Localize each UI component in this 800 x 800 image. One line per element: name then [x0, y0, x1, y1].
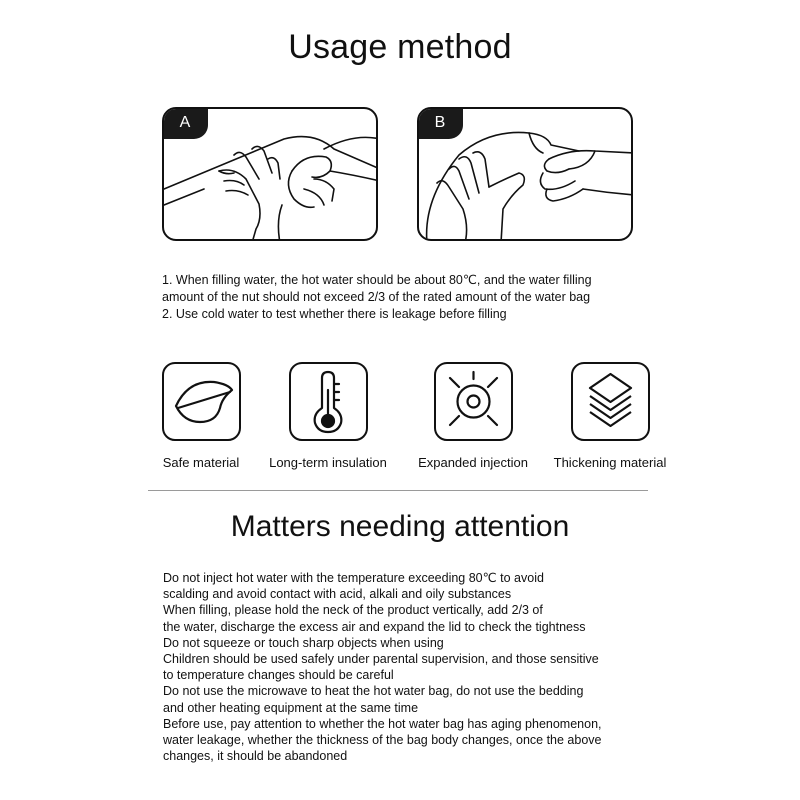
- attention-line: Do not squeeze or touch sharp objects when using: [163, 635, 444, 650]
- attention-line: Before use, pay attention to whether the hot water bag has aging phenomenon,: [163, 716, 602, 731]
- attention-line: water leakage, whether the thickness of the bag body changes, once the above: [163, 733, 602, 748]
- usage-note-line: amount of the nut should not exceed 2/3 of the rated amount of the water bag: [162, 290, 591, 304]
- feature-label: Long-term insulation: [269, 455, 387, 470]
- usage-notes: [162, 272, 682, 323]
- feature-thickening-material: [550, 362, 670, 470]
- feature-expanded-injection: [413, 362, 533, 470]
- feature-label: Expanded injection: [418, 455, 528, 470]
- feature-icon-box: [162, 362, 241, 441]
- attention-line: the water, discharge the excess air and expand the lid to check the tightness: [163, 619, 586, 634]
- layers-icon: [573, 364, 648, 439]
- panel-tag-b: B: [417, 107, 463, 139]
- feature-label: Safe material: [162, 455, 240, 470]
- attention-line: scalding and avoid contact with acid, alkali and oily substances: [163, 587, 512, 602]
- feature-safe-material: [141, 362, 261, 470]
- attention-line: Do not inject hot water with the temperature exceeding 80℃ to avoid: [163, 571, 544, 585]
- leaf-icon: [164, 364, 239, 439]
- attention-notes: [163, 570, 723, 764]
- attention-line: and other heating equipment at the same time: [163, 700, 419, 715]
- feature-icon-box: [434, 362, 513, 441]
- feature-icon-box: [571, 362, 650, 441]
- usage-panel-a: [162, 107, 378, 241]
- attention-line: Children should be used safely under parental supervision, and those sensitive: [163, 652, 599, 667]
- feature-label: Thickening material: [553, 455, 667, 470]
- usage-note-line: 1. When filling water, the hot water should be about 80℃, and the water filling: [162, 273, 592, 287]
- panel-tag-a: A: [162, 107, 208, 139]
- attention-title: Matters needing attention: [230, 510, 570, 543]
- attention-line: changes, it should be abandoned: [163, 749, 348, 764]
- attention-line: When filling, please hold the neck of the product vertically, add 2/3 of: [163, 603, 543, 618]
- usage-panel-b: [417, 107, 633, 241]
- usage-note-line: 2. Use cold water to test whether there is leakage before filling: [162, 307, 507, 321]
- attention-line: Do not use the microwave to heat the hot water bag, do not use the bedding: [163, 684, 584, 699]
- section-divider: [148, 490, 648, 491]
- feature-icon-box: [289, 362, 368, 441]
- thermometer-icon: [291, 364, 366, 439]
- attention-line: to temperature changes should be careful: [163, 668, 394, 683]
- feature-long-term-insulation: [268, 362, 388, 470]
- burner-icon: [436, 364, 511, 439]
- usage-method-title: Usage method: [288, 28, 512, 66]
